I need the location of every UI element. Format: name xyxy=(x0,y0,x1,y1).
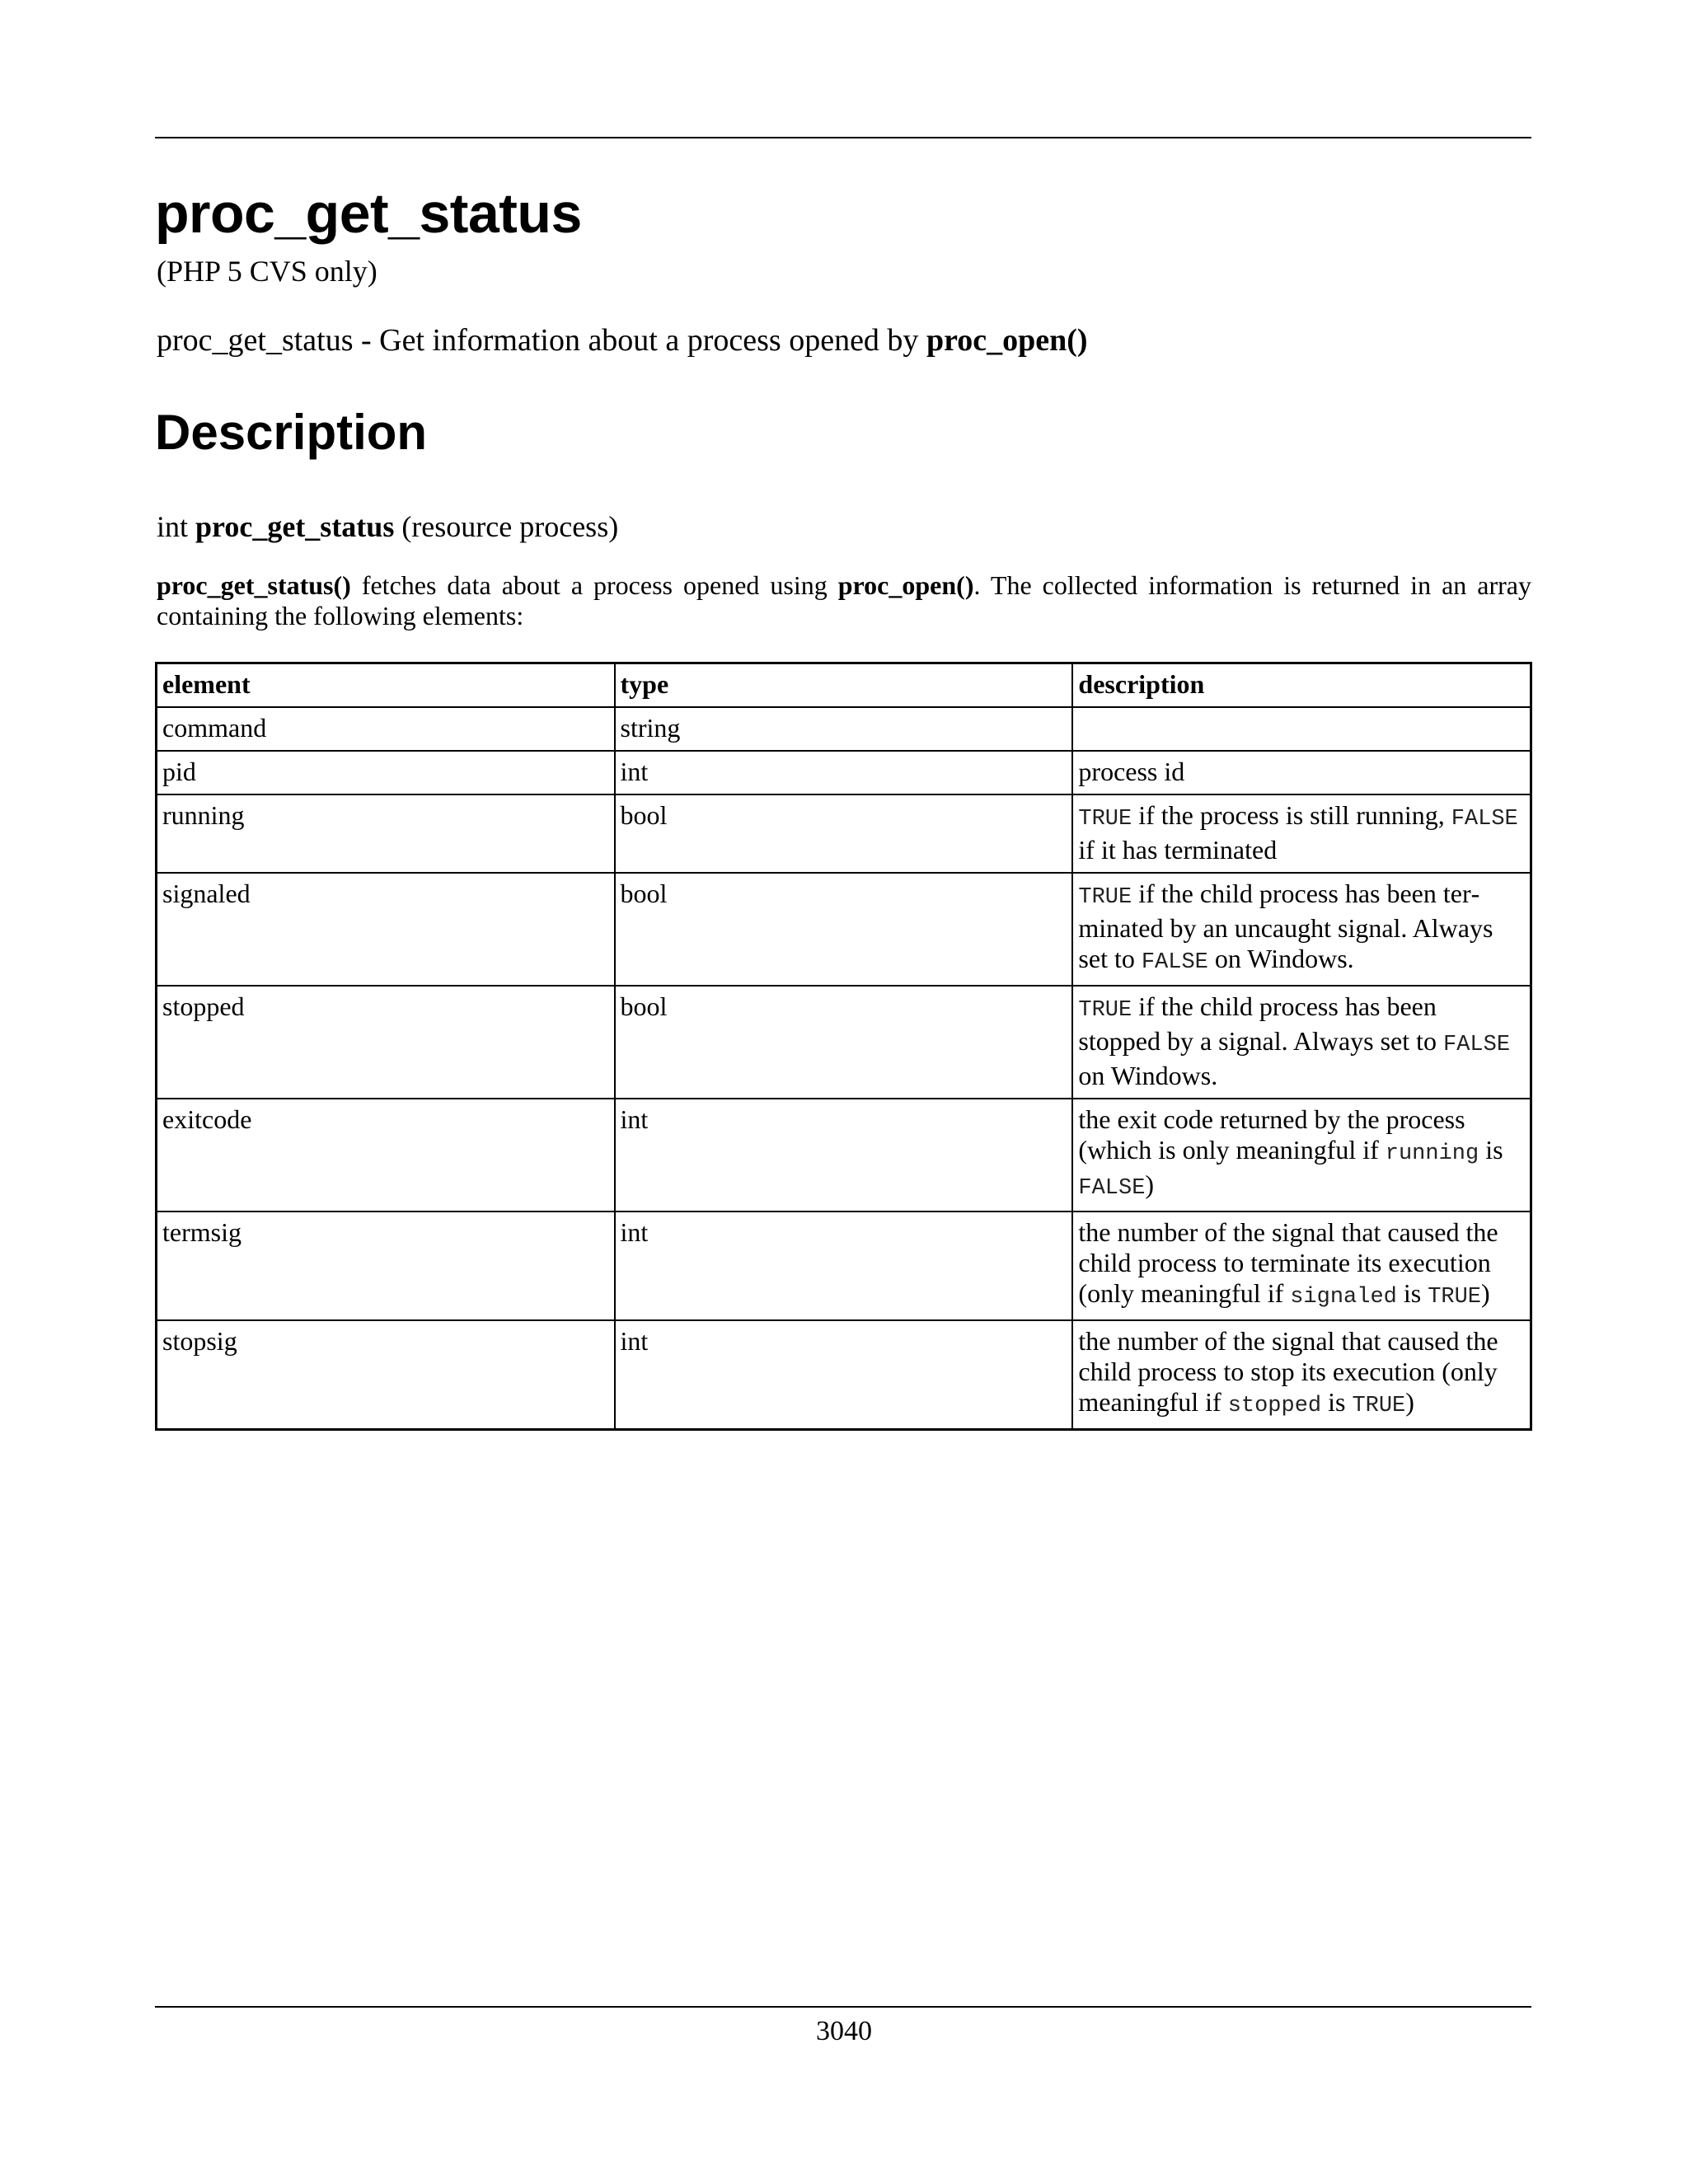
cell-type: bool xyxy=(615,873,1073,986)
cell-element: exitcode xyxy=(157,1099,615,1212)
refpurpose-separator: - xyxy=(353,323,380,358)
function-params: (resource process) xyxy=(401,510,619,543)
table-row xyxy=(157,873,1531,986)
page-title: proc_get_status xyxy=(155,182,582,245)
cell-type: int xyxy=(615,751,1073,794)
description-text: the number of the signal that caused the child process to stop its execution (only meaningful if xyxy=(1078,1326,1498,1417)
table-row xyxy=(157,1099,1531,1212)
cell-element: stopped xyxy=(157,986,615,1099)
description-text: ) xyxy=(1145,1169,1155,1199)
description-text: if the process is still running, xyxy=(1132,800,1451,830)
intro-paragraph xyxy=(157,570,1531,631)
code-literal: stopped xyxy=(1227,1394,1322,1418)
cell-element: running xyxy=(157,794,615,873)
cell-type: int xyxy=(615,1099,1073,1212)
function-synopsis xyxy=(157,511,618,544)
function-name: proc_get_status xyxy=(195,510,395,543)
code-literal: TRUE xyxy=(1078,885,1132,910)
intro-text-1: fetches data about a process opened using xyxy=(350,570,838,600)
version-info: (PHP 5 CVS only) xyxy=(157,255,377,288)
cell-type: int xyxy=(615,1212,1073,1320)
description-text: ) xyxy=(1481,1278,1490,1308)
cell-element: pid xyxy=(157,751,615,794)
cell-description xyxy=(1072,707,1531,751)
cell-description xyxy=(1072,1320,1531,1430)
proc-open-link[interactable]: proc_open() xyxy=(926,323,1088,358)
description-text: the number of the signal that caused the child process to terminate its execution (only meaningful if xyxy=(1078,1217,1498,1308)
code-literal: FALSE xyxy=(1443,1033,1511,1057)
code-literal: FALSE xyxy=(1078,1176,1146,1201)
page-number: 3040 xyxy=(816,2016,872,2046)
description-text: on Windows. xyxy=(1078,1061,1218,1090)
code-literal: TRUE xyxy=(1428,1285,1482,1310)
refpurpose-text: Get information about a process opened by xyxy=(379,323,926,358)
description-text: process id xyxy=(1078,757,1185,786)
description-text: the exit code returned by the process (which is only meaningful if xyxy=(1078,1104,1465,1165)
description-heading: Description xyxy=(155,405,428,460)
refpurpose xyxy=(157,324,1088,359)
status-elements-table xyxy=(155,662,1532,1431)
table-row xyxy=(157,794,1531,873)
cell-element: termsig xyxy=(157,1212,615,1320)
intro-function-name: proc_get_status() xyxy=(157,570,351,600)
code-literal: TRUE xyxy=(1078,807,1132,832)
code-literal: running xyxy=(1385,1141,1479,1166)
cell-element: signaled xyxy=(157,873,615,986)
cell-description xyxy=(1072,794,1531,873)
description-text: is xyxy=(1479,1135,1503,1165)
table-row xyxy=(157,1320,1531,1430)
code-literal: signaled xyxy=(1290,1285,1397,1310)
footer-rule xyxy=(155,2006,1531,2008)
table-header-row xyxy=(157,663,1531,708)
intro-proc-open-link[interactable]: proc_open() xyxy=(837,570,974,600)
code-literal: FALSE xyxy=(1141,950,1208,975)
table-row xyxy=(157,986,1531,1099)
table-row xyxy=(157,707,1531,751)
intro-text-2: . The collected information is returned in an array containing the following elements: xyxy=(157,570,1531,630)
refpurpose-name: proc_get_status xyxy=(157,323,354,358)
header-type: type xyxy=(615,663,1073,708)
description-text: if it has terminated xyxy=(1078,835,1278,865)
description-text: on Windows. xyxy=(1207,944,1354,973)
header-element: element xyxy=(157,663,615,708)
description-text: ) xyxy=(1405,1387,1414,1417)
cell-type: int xyxy=(615,1320,1073,1430)
cell-description xyxy=(1072,751,1531,794)
cell-description xyxy=(1072,1099,1531,1212)
table-row xyxy=(157,751,1531,794)
table-body xyxy=(157,707,1531,1430)
cell-type: bool xyxy=(615,986,1073,1099)
cell-element: stopsig xyxy=(157,1320,615,1430)
code-literal: FALSE xyxy=(1451,807,1518,832)
description-text: if the child process has been stopped by a signal. Always set to xyxy=(1078,991,1444,1056)
cell-description xyxy=(1072,1212,1531,1320)
header-description: description xyxy=(1072,663,1531,708)
cell-description xyxy=(1072,986,1531,1099)
table-row xyxy=(157,1212,1531,1320)
cell-type: string xyxy=(615,707,1073,751)
cell-type: bool xyxy=(615,794,1073,873)
description-text: is xyxy=(1321,1387,1353,1417)
cell-element: command xyxy=(157,707,615,751)
code-literal: TRUE xyxy=(1352,1394,1406,1418)
return-type: int xyxy=(157,510,189,543)
header-rule xyxy=(155,137,1531,138)
code-literal: TRUE xyxy=(1078,998,1132,1023)
cell-description xyxy=(1072,873,1531,986)
description-text: is xyxy=(1396,1278,1428,1308)
description-text: if the child process has been terminated by an uncaught signal. Always set to xyxy=(1078,879,1493,973)
